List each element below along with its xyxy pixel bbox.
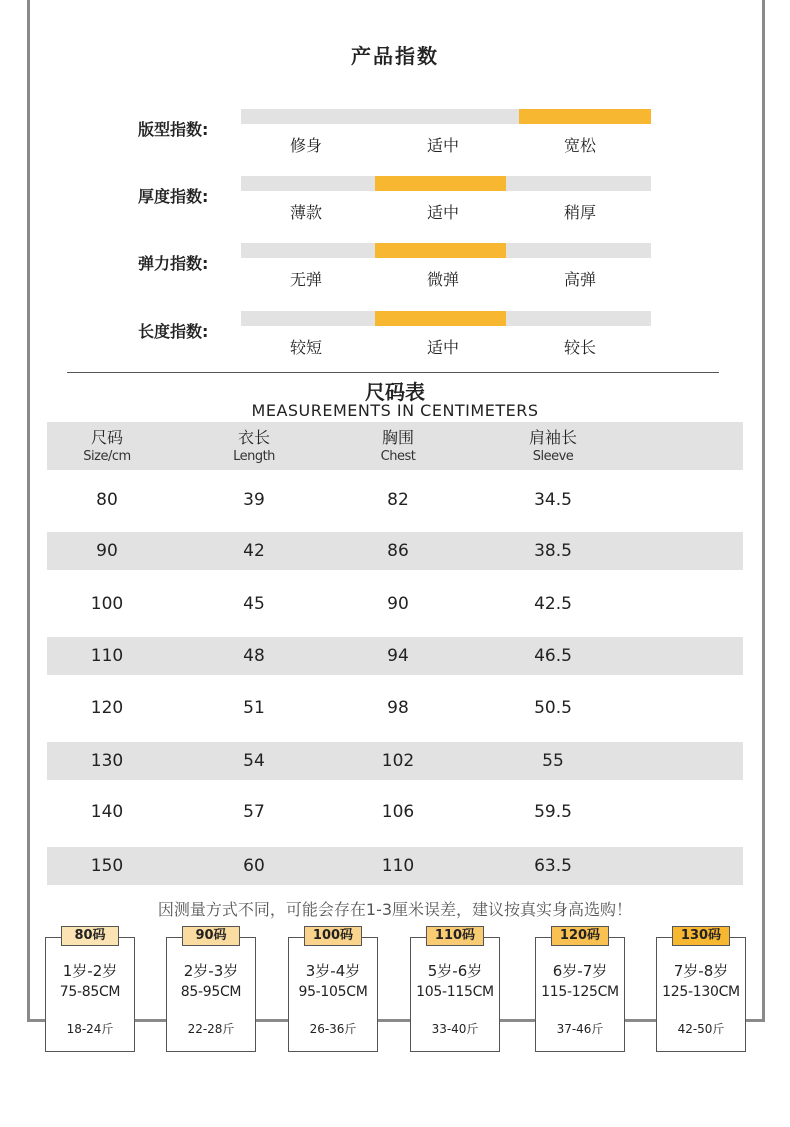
table-cell: 150	[90, 856, 124, 876]
table-row	[47, 481, 743, 519]
size-tag: 130码	[672, 926, 730, 946]
table-row	[47, 532, 743, 570]
card-height: 95-105CM	[298, 984, 368, 1000]
measurement-note: 因测量方式不同，可能会存在1-3厘米误差，建议按真实身高选购！	[157, 900, 633, 919]
card-height: 115-125CM	[541, 984, 619, 1000]
table-cell: 102	[381, 751, 415, 771]
index-track	[241, 243, 651, 258]
index-level-fill	[375, 176, 506, 191]
table-row	[47, 637, 743, 675]
table-cell: 86	[387, 541, 409, 561]
size-chart-subtitle: MEASUREMENTS IN CENTIMETERS	[251, 401, 539, 420]
table-cell: 45	[243, 594, 265, 614]
table-cell: 98	[387, 698, 409, 718]
size-tag: 110码	[426, 926, 484, 946]
index-option: 适中	[426, 136, 459, 155]
table-cell: 140	[90, 802, 124, 822]
header-length: 衣长 Length	[233, 428, 275, 464]
size-tag: 100码	[304, 926, 362, 946]
table-cell: 90	[96, 541, 118, 561]
size-tag: 80码	[61, 926, 119, 946]
card-age: 1岁-2岁	[62, 962, 118, 980]
index-row	[0, 176, 790, 236]
table-cell: 50.5	[534, 698, 572, 718]
table-cell: 55	[542, 751, 564, 771]
index-label: 厚度指数:	[138, 187, 209, 206]
table-cell: 94	[387, 646, 409, 666]
table-cell: 39	[243, 490, 265, 510]
table-cell: 51	[243, 698, 265, 718]
card-height: 75-85CM	[59, 984, 121, 1000]
card-height: 85-95CM	[180, 984, 242, 1000]
card-age: 2岁-3岁	[183, 962, 239, 980]
card-weight: 37-46斤	[556, 1022, 604, 1036]
index-level-fill	[375, 311, 506, 326]
index-label: 长度指数:	[138, 322, 209, 341]
index-row	[0, 243, 790, 303]
card-height: 105-115CM	[416, 984, 494, 1000]
card-weight: 18-24斤	[66, 1022, 114, 1036]
index-row	[0, 109, 790, 169]
section-divider	[67, 372, 719, 373]
table-cell: 90	[387, 594, 409, 614]
table-row	[47, 793, 743, 831]
index-label: 版型指数:	[138, 120, 209, 139]
index-option: 薄款	[289, 203, 322, 222]
size-card	[656, 937, 746, 1052]
index-row	[0, 311, 790, 371]
table-cell: 48	[243, 646, 265, 666]
card-age: 7岁-8岁	[673, 962, 729, 980]
table-cell: 80	[96, 490, 118, 510]
card-weight: 42-50斤	[677, 1022, 725, 1036]
table-cell: 57	[243, 802, 265, 822]
index-option: 较短	[289, 338, 322, 357]
index-option: 适中	[426, 203, 459, 222]
size-card	[535, 937, 625, 1052]
index-track	[241, 176, 651, 191]
index-option: 无弹	[289, 270, 322, 289]
table-cell: 63.5	[534, 856, 572, 876]
card-age: 6岁-7岁	[552, 962, 608, 980]
table-cell: 130	[90, 751, 124, 771]
table-cell: 54	[243, 751, 265, 771]
card-weight: 22-28斤	[187, 1022, 235, 1036]
table-cell: 59.5	[534, 802, 572, 822]
table-cell: 42.5	[534, 594, 572, 614]
table-cell: 34.5	[534, 490, 572, 510]
index-option: 修身	[289, 136, 322, 155]
size-tag: 90码	[182, 926, 240, 946]
table-cell: 82	[387, 490, 409, 510]
index-option: 较长	[563, 338, 596, 357]
table-cell: 38.5	[534, 541, 572, 561]
table-cell: 100	[90, 594, 124, 614]
index-track	[241, 311, 651, 326]
index-option: 稍厚	[563, 203, 596, 222]
header-sleeve: 肩袖长 Sleeve	[528, 428, 577, 464]
table-cell: 120	[90, 698, 124, 718]
index-label: 弹力指数:	[138, 254, 209, 273]
card-age: 3岁-4岁	[305, 962, 361, 980]
size-card	[288, 937, 378, 1052]
card-height: 125-130CM	[662, 984, 740, 1000]
index-option: 高弹	[563, 270, 596, 289]
index-level-fill	[519, 109, 651, 124]
table-cell: 110	[90, 646, 124, 666]
card-age: 5岁-6岁	[427, 962, 483, 980]
header-size: 尺码 Size/cm	[83, 428, 131, 464]
size-table-header	[47, 422, 743, 470]
frame-bottom-border	[27, 1019, 765, 1022]
index-option: 微弹	[426, 270, 459, 289]
table-cell: 60	[243, 856, 265, 876]
table-cell: 46.5	[534, 646, 572, 666]
table-row	[47, 689, 743, 727]
table-row	[47, 847, 743, 885]
size-card	[45, 937, 135, 1052]
size-card	[410, 937, 500, 1052]
table-row	[47, 585, 743, 623]
index-track	[241, 109, 651, 124]
index-option: 适中	[426, 338, 459, 357]
card-weight: 26-36斤	[309, 1022, 357, 1036]
index-level-fill	[375, 243, 506, 258]
size-card	[166, 937, 256, 1052]
table-cell: 42	[243, 541, 265, 561]
size-chart-title: 尺码表	[365, 380, 425, 404]
table-row	[47, 742, 743, 780]
table-cell: 106	[381, 802, 415, 822]
index-option: 宽松	[563, 136, 596, 155]
card-weight: 33-40斤	[431, 1022, 479, 1036]
header-chest: 胸围 Chest	[380, 428, 416, 464]
page-title: 产品指数	[351, 44, 439, 68]
size-tag: 120码	[551, 926, 609, 946]
table-cell: 110	[381, 856, 415, 876]
